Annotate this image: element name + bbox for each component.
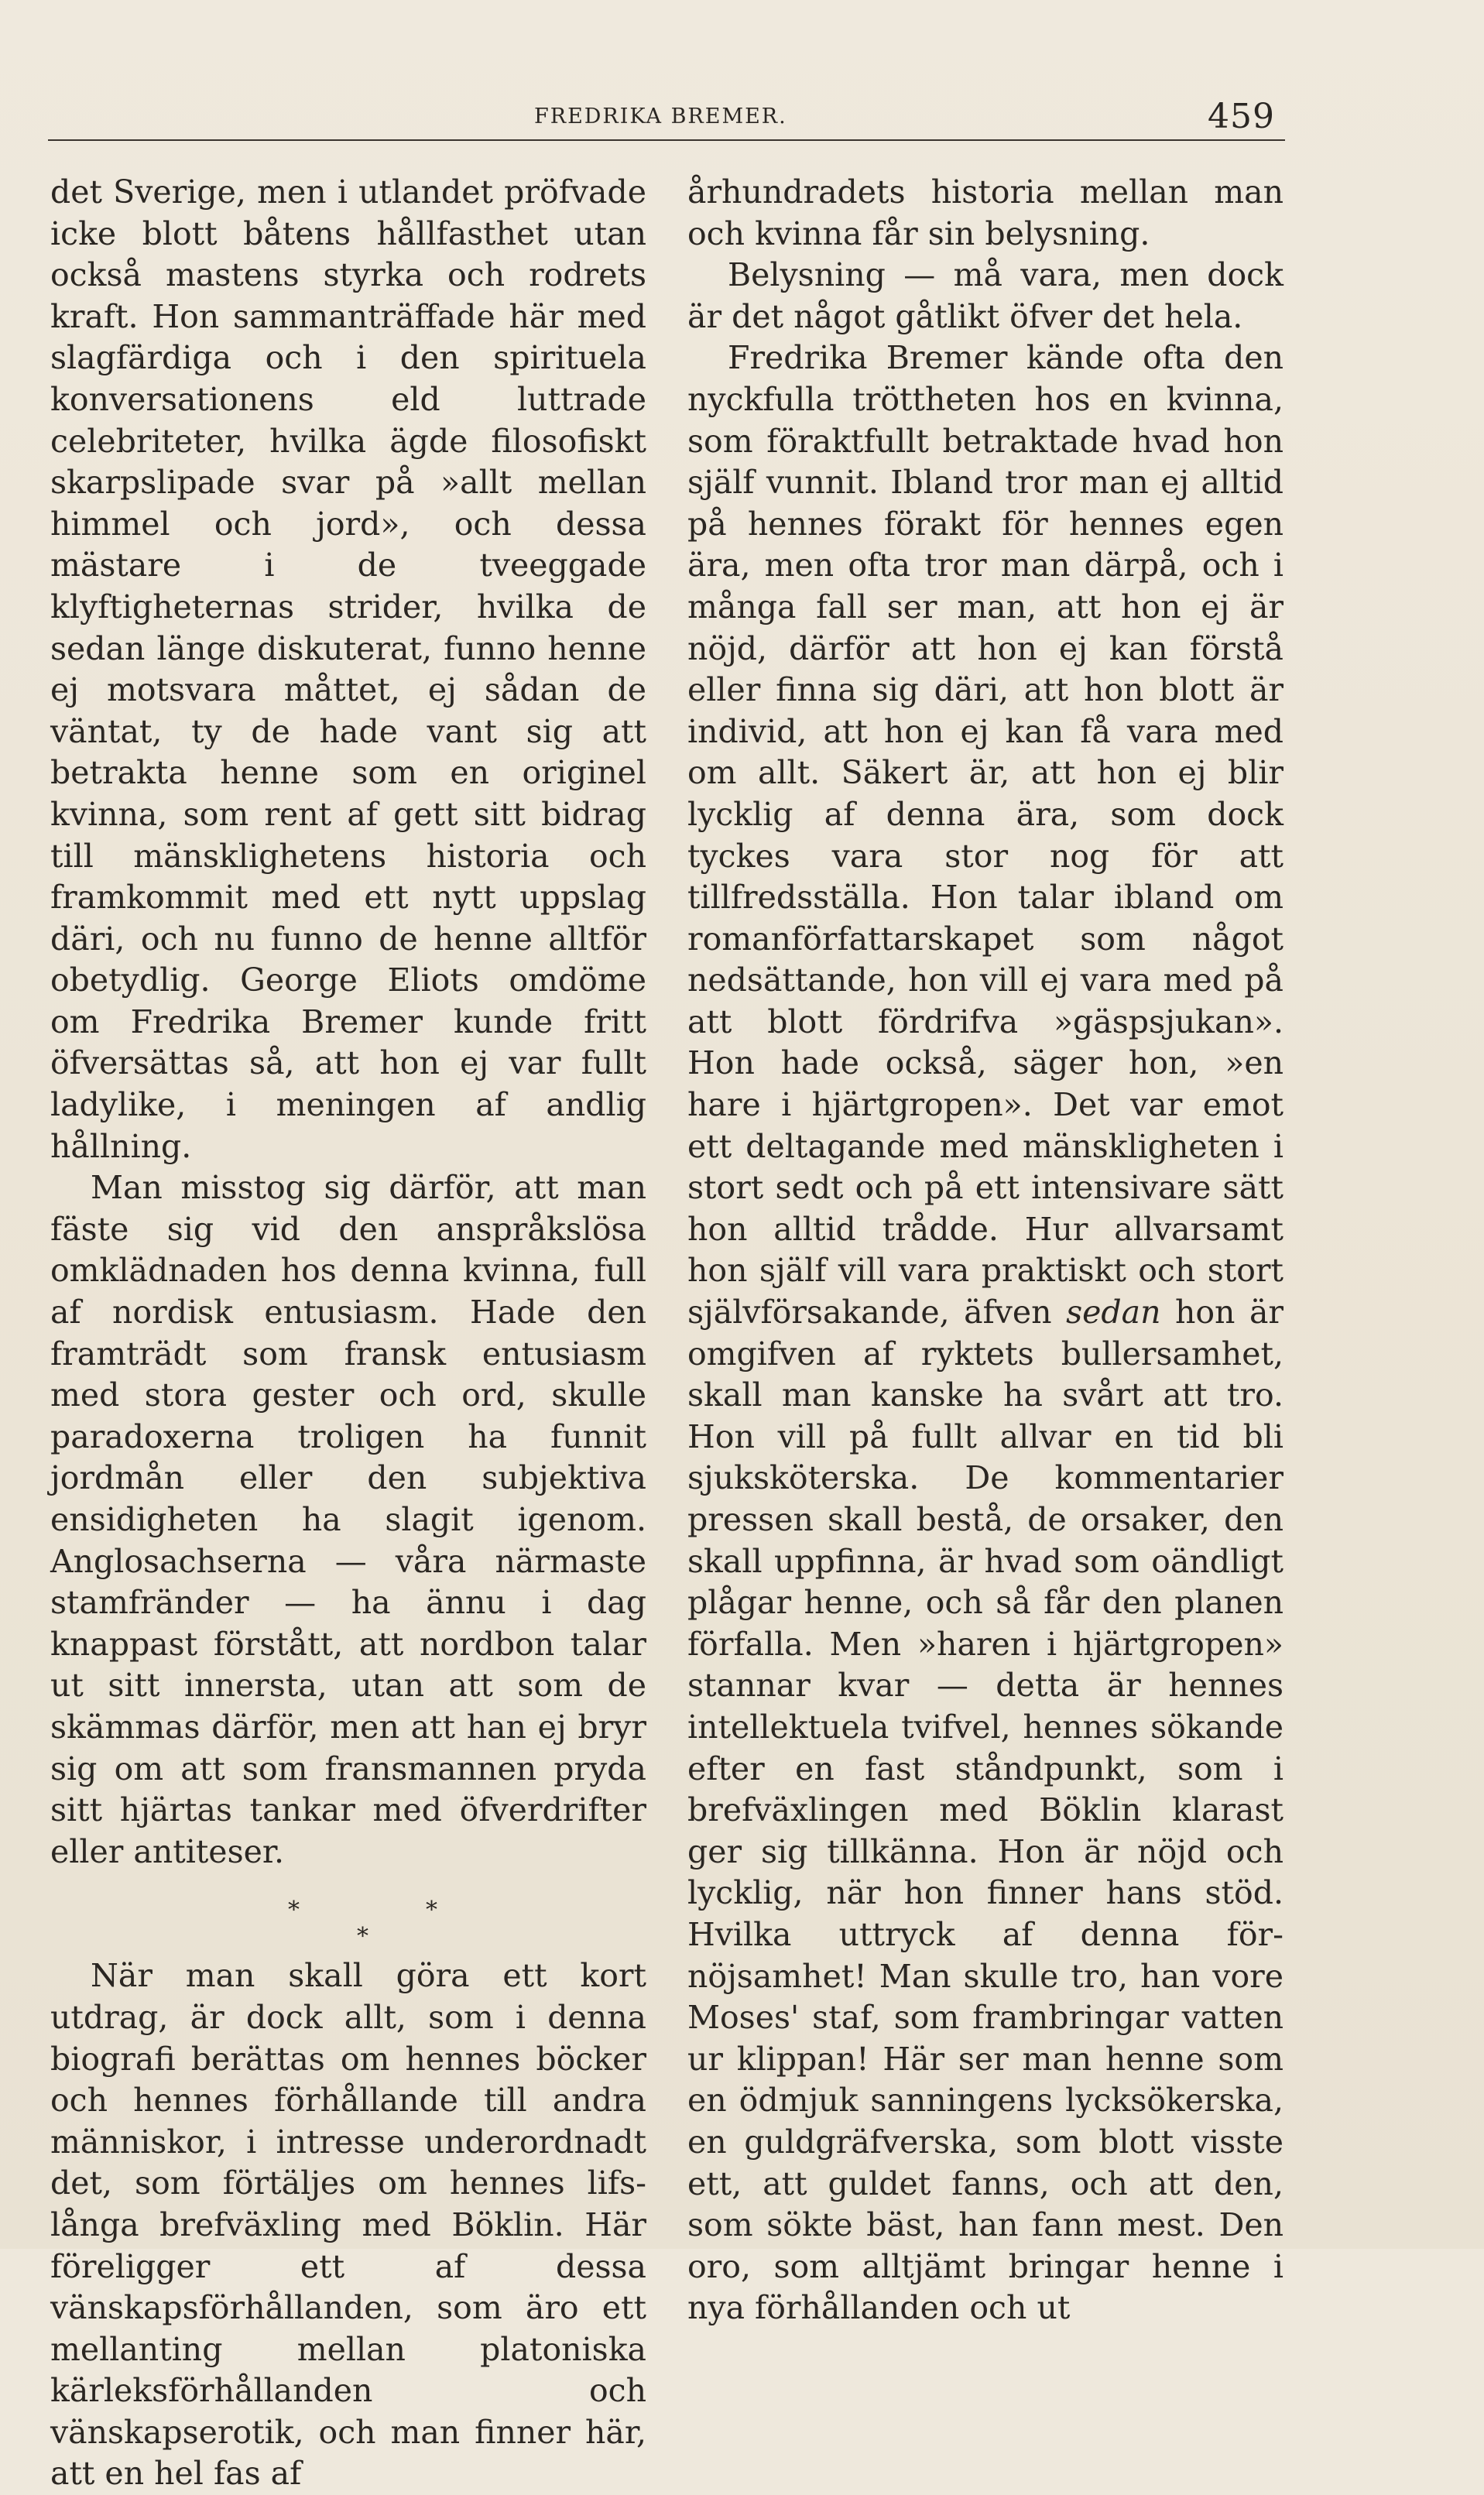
section-separator: [50, 1873, 646, 1955]
asterisk: *: [288, 1897, 300, 1924]
paragraph: århundradets historia mellan man och kvinna får sin belysning.: [687, 173, 1284, 252]
asterisk: *: [357, 1923, 368, 1951]
paragraph: [687, 338, 1284, 2329]
running-header: [0, 97, 1484, 143]
left-column: [50, 172, 646, 2495]
paragraph-text: Fredrika Bremer kände ofta den nyckfulla tröttheten hos en kvinna, som föraktfullt betraktade hvad hon själf vunnit. Ibland tror man ej alltid på hennes förakt för hennes egen ära, men ofta tror man därpå, och i många fall ser man, att hon ej är nöjd, därför att hon ej kan förstå eller finna sig däri, att hon blott är individ, att hon ej kan få vara med om allt. Säkert är, att hon ej blir lycklig af denna ära, som dock tyckes vara stor nog för att tillfredsställa. Hon talar ibland om romanförfattarskapet som något nedsättande, hon vill ej vara med på att blott fördrifva »gäspsjukan». Hon hade också, säger hon, »en hare i hjärtgropen». Det var emot ett deltagande med mänskligheten i stort sedt och på ett intensivare sätt hon alltid trådde. Hur allvarsamt hon själf vill vara praktiskt och stort självförsakande, äfven: [687, 339, 1284, 1331]
header-rule: [48, 139, 1285, 141]
paragraph: När man skall göra ett kort utdrag, är dock allt, som i denna biografi berättas om hennes böcker och hennes förhållande till andra människor, i intresse underordnadt det, som förtäljes om hennes lifslånga brefväxling med Böklin. Här föreligger ett af dessa vänskapsförhållanden, som äro ett mellanting mellan platoniska kärleksförhållanden och vänskapserotik, och man finner här, att en hel fas af: [50, 1957, 646, 2493]
right-column: [687, 172, 1284, 2329]
paragraph: Belysning — må vara, men dock är det något gåtlikt öfver det hela.: [687, 256, 1284, 335]
paragraph: Man misstog sig därför, att man fäste sig vid den anspråkslösa omklädnaden hos denna kvinna, full af nordisk entusiasm. Hade den framträdt som fransk entusiasm med stora gester och ord, skulle paradoxerna troligen ha funnit jordmån eller den subjektiva ensidigheten ha slagit igenom. Anglosachserna — våra närmaste stamfränder — ha ännu i dag knappast förstått, att nordbon talar ut sitt innersta, utan att som de skämmas därför, men att han ej bryr sig om att som fransmannen pryda sitt hjärtas tankar med öfverdrifter eller antiteser.: [50, 1169, 646, 1870]
page-number: 459: [1208, 97, 1275, 136]
paragraph-text: hon är omgifven af ryktets bullersamhet, skall man kanske ha svårt att tro. Hon vill på fullt allvar en tid bli sjuksköterska. De kommentarier pressen skall bestå, de orsaker, den skall uppfinna, är hvad som oändligt plågar henne, och så får den planen förfalla. Men »haren i hjärtgropen» stannar kvar — detta är hennes intellektuela tvifvel, hennes sökande efter en fast ståndpunkt, som i brefväxlingen med Böklin klarast ger sig tillkänna. Hon är nöjd och lycklig, när hon finner hans stöd. Hvilka uttryck af denna förnöjsamhet! Man skulle tro, han vore Moses' staf, som frambringar vatten ur klippan! Här ser man henne som en ödmjuk sanningens lycksökerska, en guldgräfverska, som blott visste ett, att guldet fanns, och att den, som sökte bäst, han fann mest. Den oro, som alltjämt bringar henne i nya förhållanden och ut: [687, 1294, 1284, 2327]
asterisk: *: [426, 1897, 437, 1924]
running-title: FREDRIKA BREMER.: [534, 105, 787, 129]
italic-word: sedan: [1066, 1294, 1161, 1331]
paragraph: det Sverige, men i utlandet pröfvade icke blott båtens hållfasthet utan också mastens styrka och rodrets kraft. Hon sammanträffade här med slagfärdiga och i den spirituela konversationens eld luttrade celebriteter, hvilka ägde filosofiskt skarpslipade svar på »allt mellan himmel och jord», och dessa mästare i de tveeggade klyftigheternas strider, hvilka de sedan länge diskuterat, funno henne ej motsvara måttet, ej sådan de väntat, ty de hade vant sig att betrakta henne som en originel kvinna, som rent af gett sitt bidrag till mänsklighetens historia och framkommit med ett nytt uppslag däri, och nu funno de henne alltför obetydlig. George Eliots omdöme om Fredrika Bremer kunde fritt öfversättas så, att hon ej var fullt ladylike, i meningen af andlig hållning.: [50, 173, 646, 1165]
